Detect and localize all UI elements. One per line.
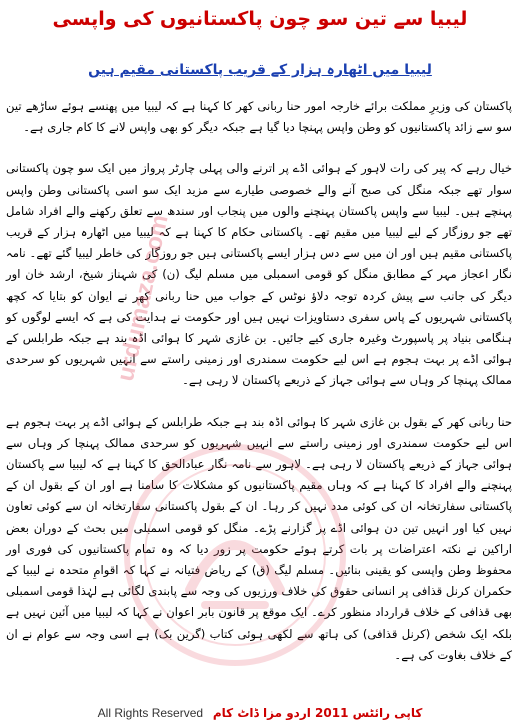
article-title: لیبیا سے تین سو چون پاکستانیوں کی واپسی <box>52 8 468 30</box>
watermark-logo <box>120 440 350 670</box>
article-subtitle: لیبیا میں اٹھارہ ہزار کے قریب پاکستانی مقیم ہیں <box>88 62 432 78</box>
footer <box>0 704 520 722</box>
watermark-site-name: urdumaza.com <box>112 212 174 384</box>
footer-copyright: کاپی رائٹس 2011 اردو مزا ڈاٹ کام <box>212 706 423 720</box>
paragraph-1: پاکستان کی وزیرِ مملکت برائے خارجہ امور حنا ربانی کھر کا کہنا ہے کہ لیبیا میں پھنسے ہوئے ساڑھے تین سو سے زائد پاکستانیوں کو وطن واپس پہنچا دیا گیا ہے جبکہ دیگر کو بھی واپس لانے کا کام جاری ہے۔ <box>6 99 512 135</box>
paragraph-3: حنا ربانی کھر کے بقول بن غازی شہر کا ہوائی اڈہ بند ہے جبکہ طرابلس کے ہوائی اڈے پر بہت ہجوم ہے اس لیے حکومت سمندری اور زمینی راستے سے انہیں شہریوں کو سرحدی ممالک پہنچا کر وہاں سے ہوائی جہاز کے ذریعے پاکستان لا رہی ہے۔ لاہور سے نامہ نگار عبادالحق کا کہنا ہے کہ لیبیا سے پاکستان پہنچنے والے افراد کا کہنا ہے کہ وہاں مقیم پاکستانیوں کو مشکلات کا سامنا ہے اور ان کے بقول ان کے پاکستانی سفارتخانہ ان کی کوئی مدد نہیں کر رہا۔ ان کے بقول پاکستانی سفارتخانہ ان سے کوئی تعاون نہیں کیا اور انہیں تین دن ہوائی اڈے پر گزارنے پڑے۔ منگل کو قومی اسمبلی میں بحث کے دوران بعض اراکین نے نکتہ اعتراضات پر بات کرتے ہوئے حکومت پر زور دیا کہ وہ تمام پاکستانیوں کی فوری اور محفوظ وطن واپسی کو یقینی بنائیں۔ مسلم لیگ (ق) کے ریاض فتیانہ نے کہا کہ اقوامِ متحدہ نے لیبیا کے حکمران کرنل قذافی پر انسانی حقوق کی خلاف ورزیوں کی وجہ سے پابندی لگائی ہے لہٰذا قومی اسمبلی بھی قذافی کے خلاف قرارداد منظور کرے۔ ایک موقع پر قانون بابر اعوان نے کہا کہ لیبیا میں آئین نہیں ہے بلکہ ایک شخص (کرنل قذافی) کی ہاتھ سے لکھی ہوئی کتاب (گرین بک) ہے اسی وجہ سے عوام نے ان کے خلاف بغاوت کی ہے۔ <box>6 414 512 662</box>
footer-rights: All Rights Reserved <box>97 706 204 720</box>
paragraph-2: خیال رہے کہ پیر کی رات لاہور کے ہوائی اڈے پر اترنے والی پہلی چارٹر پرواز میں ایک سو چون پاکستانی سوار تھے جبکہ منگل کی صبح آنے والے خصوصی طیارے سے مزید ایک سو اسی پاکستانی وطن واپس پہنچے ہیں۔ لیبیا سے واپس پاکستان پہنچنے والوں میں پنجاب اور سندھ سے تعلق رکھنے والے افراد شامل تھے جو روزگار کے لیے لیبیا میں مقیم تھے۔ پاکستانی حکام کا کہنا ہے کہ لیبیا میں اٹھارہ ہزار کے قریب پاکستانی مقیم ہیں اور ان میں سے دس ہزار ایسے پاکستانی ہیں جو روزگار کی خاطر لیبیا گئے تھے۔ نامہ نگار اعجاز مہر کے مطابق منگل کو قومی اسمبلی میں مسلم لیگ (ن) کی شہناز شیخ، ارشد خان اور دیگر کی جانب سے پیش کردہ توجہ دلاؤ نوٹس کے جواب میں حنا ربانی کھر نے ایوان کو بتایا کہ کچھ پاکستانی شہریوں کے پاس سفری دستاویزات نہیں ہیں اور حکومت نے ہدایت کی ہے کہ ایسے لوگوں کو ہنگامی بنیاد پر پاسپورٹ وغیرہ جاری کیے جائیں۔ بن غازی شہر کا ہوائی اڈہ بند ہے جبکہ طرابلس کے ہوائی اڈے پر بہت ہجوم ہے اس لیے حکومت سمندری اور زمینی راستے سے انہیں شہریوں کو سرحدی ممالک پہنچا کر وہاں سے ہوائی جہاز کے ذریعے پاکستان لا رہی ہے۔ <box>6 161 512 388</box>
